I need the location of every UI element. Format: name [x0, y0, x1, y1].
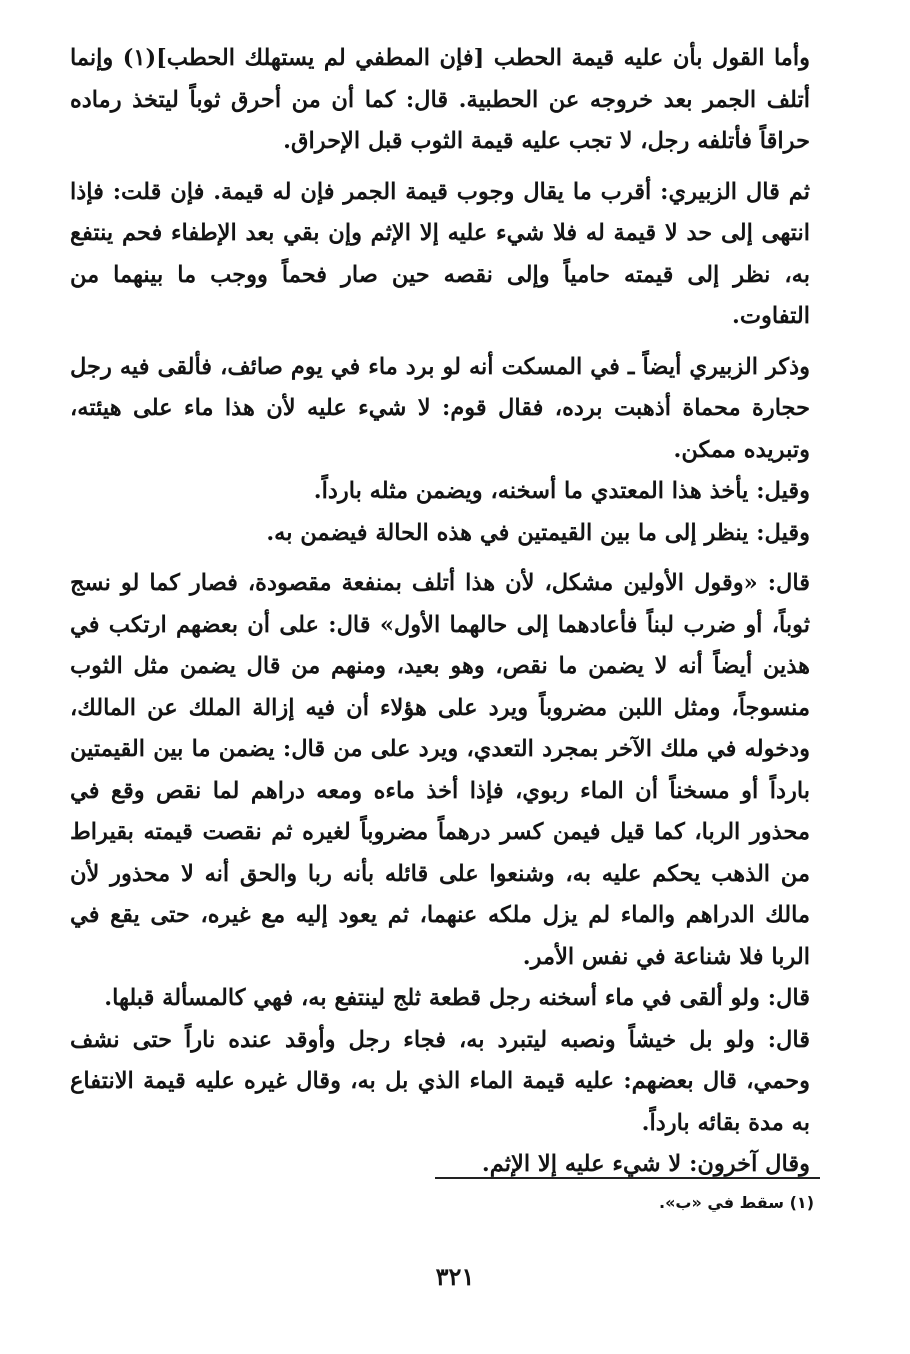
footnote: (١) سقط في «ب».	[659, 1193, 814, 1212]
paragraph-2: ثم قال الزبيري: أقرب ما يقال وجوب قيمة الجمر فإن له قيمة. فإن قلت: فإذا انتهى إلى حد لا قيمة له فلا شيء عليه إلا الإثم وإن بقي بعد الإطفاء فحم ينتفع به، نظر إلى قيمته حامياً وإلى نقصه حين صار فحماً ووجب ما بينهما من التفاوت.	[70, 178, 810, 329]
paragraph-9: وقال آخرون: لا شيء عليه إلا الإثم.	[481, 1151, 810, 1177]
main-text	[70, 38, 810, 1186]
paragraph-4: وقيل: يأخذ هذا المعتدي ما أسخنه، ويضمن مثله بارداً.	[313, 478, 810, 504]
paragraph-7: قال: ولو ألقى في ماء أسخنه رجل قطعة ثلج لينتفع به، فهي كالمسألة قبلها.	[104, 985, 810, 1011]
paragraph-8: قال: ولو بل خيشاً ونصبه ليتبرد به، فجاء رجل وأوقد عنده ناراً حتى نشف وحمي، قال بعضهم: عليه قيمة الماء الذي بل به، وقال غيره عليه قيمة الانتفاع به مدة بقائه بارداً.	[70, 1026, 810, 1136]
paragraph-5: وقيل: ينظر إلى ما بين القيمتين في هذه الحالة فيضمن به.	[266, 519, 810, 546]
paragraph-3: وذكر الزبيري أيضاً ـ في المسكت أنه لو برد ماء في يوم صائف، فألقى فيه رجل حجارة محماة أذهبت برده، فقال قوم: لا شيء عليه لأن هذا ماء على هيئته، وتبريده ممكن.	[70, 353, 810, 463]
page-number: ٣٢١	[435, 1262, 475, 1291]
footnote-divider	[435, 1177, 820, 1179]
paragraph-6: قال: «وقول الأولين مشكل، لأن هذا أتلف بمنفعة مقصودة، فصار كما لو نسج ثوباً، أو ضرب لبناً فأعادهما إلى حالهما الأول» قال: على أن بعضهم ارتكب في هذين أيضاً أنه لا يضمن ما نقص، وهو بعيد، ومنهم من قال يضمن مثل الثوب منسوجاً، ومثل اللبن مضروباً ويرد على هؤلاء أن فيه إزالة الملك عن المالك، ودخوله في ملك الآخر بمجرد التعدي، ويرد على من قال: يضمن ما بين القيمتين بارداً أو مسخناً أن الماء ربوي، فإذا أخذ ماءه ومعه دراهم لما نقص وقع في محذور الربا، كما قيل فيمن كسر درهماً مضروباً لغيره ثم نقصت قيمته بقيراط من الذهب يحكم عليه به، وشنعوا على قائله بأنه ربا والحق أنه لا محذور لأن مالك الدراهم والماء لم يزل ملكه عنهما، ثم يعود إليه مع غيره، حتى يقع في الربا فلا شناعة في نفس الأمر.	[70, 570, 810, 970]
paragraph-1: وأما القول بأن عليه قيمة الحطب [فإن المطفي لم يستهلك الحطب](١) وإنما أتلف الجمر بعد خروجه عن الحطبية. قال: كما أن من أحرق ثوباً ليتخذ رماده حراقاً فأتلفه رجل، لا تجب عليه قيمة الثوب قبل الإحراق.	[70, 45, 810, 154]
